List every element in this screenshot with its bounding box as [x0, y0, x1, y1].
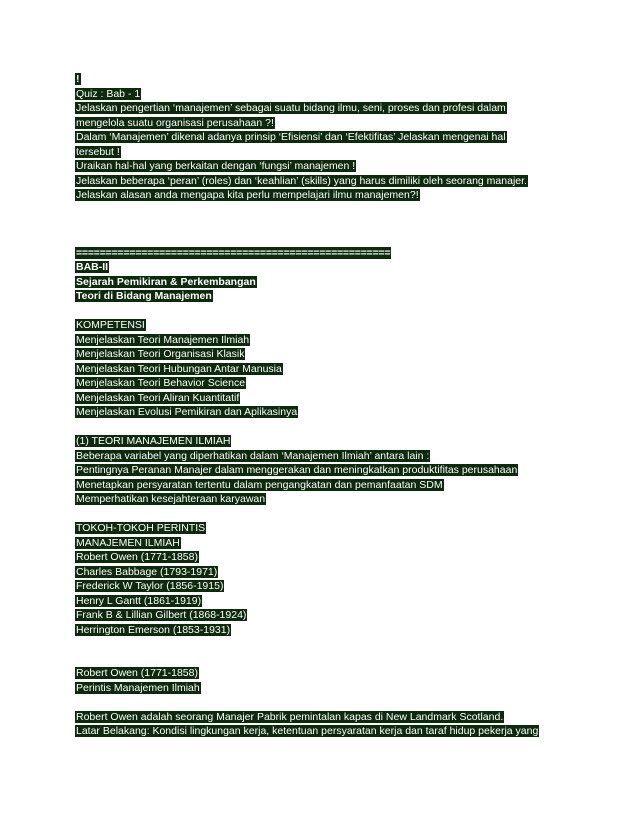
tokoh-heading: MANAJEMEN ILMIAH — [76, 536, 180, 549]
tokoh-item: Robert Owen (1771-1858) — [76, 551, 198, 563]
spacer — [75, 507, 555, 522]
tokoh-item: Frederick W Taylor (1856-1915) — [76, 580, 224, 592]
quiz-line: Dalam ‘Manajemen’ dikenal adanya prinsip ‘Efisiensi’ dan ‘Efektifitas’ Jelaskan mengenai hal — [76, 131, 506, 143]
kompetensi-item: Menjelaskan Teori Hubungan Antar Manusia — [76, 362, 282, 375]
owen-paragraph-line: Robert Owen adalah seorang Manajer Pabrik pemintalan kapas di New Landmark Scotland. — [76, 710, 504, 723]
tokoh-item: Frank B & Lillian Gilbert (1868-1924) — [76, 609, 247, 621]
quiz-line: mengelola suatu organisasi perusahaan ?! — [76, 116, 274, 129]
marker: ! — [76, 73, 80, 85]
teori-line: Pentingnya Peranan Manajer dalam menggerakan dan meningkatkan produktifitas perusahaan — [76, 464, 518, 476]
marker-line — [75, 72, 555, 87]
tokoh-item: Herrington Emerson (1853-1931) — [76, 623, 231, 636]
quiz-line: Jelaskan alasan anda mengapa kita perlu mempelajari ilmu manajemen?! — [76, 189, 419, 201]
spacer — [75, 637, 555, 666]
bab-subtitle: Sejarah Pemikiran & Perkembangan — [76, 275, 256, 288]
spacer — [75, 695, 555, 710]
teori-line: Menetapkan persyaratan tertentu dalam pengangkatan dan pemanfaatan SDM — [76, 478, 443, 491]
tokoh-heading: TOKOH-TOKOH PERINTIS — [76, 522, 206, 534]
quiz-line: Uraikan hal-hal yang berkaitan dengan ‘fungsi’ manajemen ! — [76, 160, 356, 172]
teori-line: Beberapa variabel yang diperhatikan dalam ‘Manajemen Ilmiah’ antara lain : — [76, 449, 430, 462]
tokoh-section — [75, 521, 555, 637]
quiz-line: Jelaskan beberapa ‘peran’ (roles) dan ‘keahlian’ (skills) yang harus dimiliki oleh seorang manajer. — [76, 174, 527, 187]
owen-subheading: Perintis Manajemen Ilmiah — [76, 681, 200, 694]
quiz-line: tersebut ! — [76, 145, 120, 158]
spacer — [75, 304, 555, 319]
kompetensi-heading: KOMPETENSI — [76, 319, 145, 331]
owen-paragraph-line: Latar Belakang: Kondisi lingkungan kerja, ketentuan persyaratan kerja dan taraf hidup pekerja yang — [76, 725, 539, 737]
owen-section — [75, 666, 555, 695]
bab-subtitle: Teori di Bidang Manajemen — [76, 290, 212, 302]
kompetensi-item: Menjelaskan Teori Organisasi Klasik — [76, 348, 245, 360]
kompetensi-item: Menjelaskan Teori Manajemen Ilmiah — [76, 333, 250, 346]
bab-heading: BAB-II — [76, 261, 109, 273]
bab-title-section — [75, 260, 555, 304]
teori-heading: (1) TEORI MANAJEMEN ILMIAH — [76, 435, 231, 447]
kompetensi-item: Menjelaskan Teori Behavior Science — [76, 377, 246, 389]
quiz-line: Jelaskan pengertian ‘manajemen’ sebagai suatu bidang ilmu, seni, proses dan profesi dalam — [76, 102, 506, 114]
tokoh-item: Henry L Gantt (1861-1919) — [76, 594, 202, 607]
kompetensi-item: Menjelaskan Teori Aliran Kuantitatif — [76, 391, 240, 404]
teori-section — [75, 434, 555, 507]
separator-line: ===================================================== — [76, 246, 391, 259]
document-page — [75, 72, 555, 739]
owen-text-section — [75, 710, 555, 739]
owen-heading: Robert Owen (1771-1858) — [76, 667, 198, 679]
quiz-section — [75, 87, 555, 203]
teori-line: Memperhatikan kesejahteraan karyawan — [76, 493, 266, 505]
quiz-title: Quiz : Bab - 1 — [76, 87, 141, 100]
tokoh-item: Charles Babbage (1793-1971) — [76, 565, 218, 578]
spacer — [75, 420, 555, 435]
kompetensi-section — [75, 318, 555, 420]
spacer — [75, 203, 555, 246]
kompetensi-item: Menjelaskan Evolusi Pemikiran dan Aplikasinya — [76, 406, 298, 418]
